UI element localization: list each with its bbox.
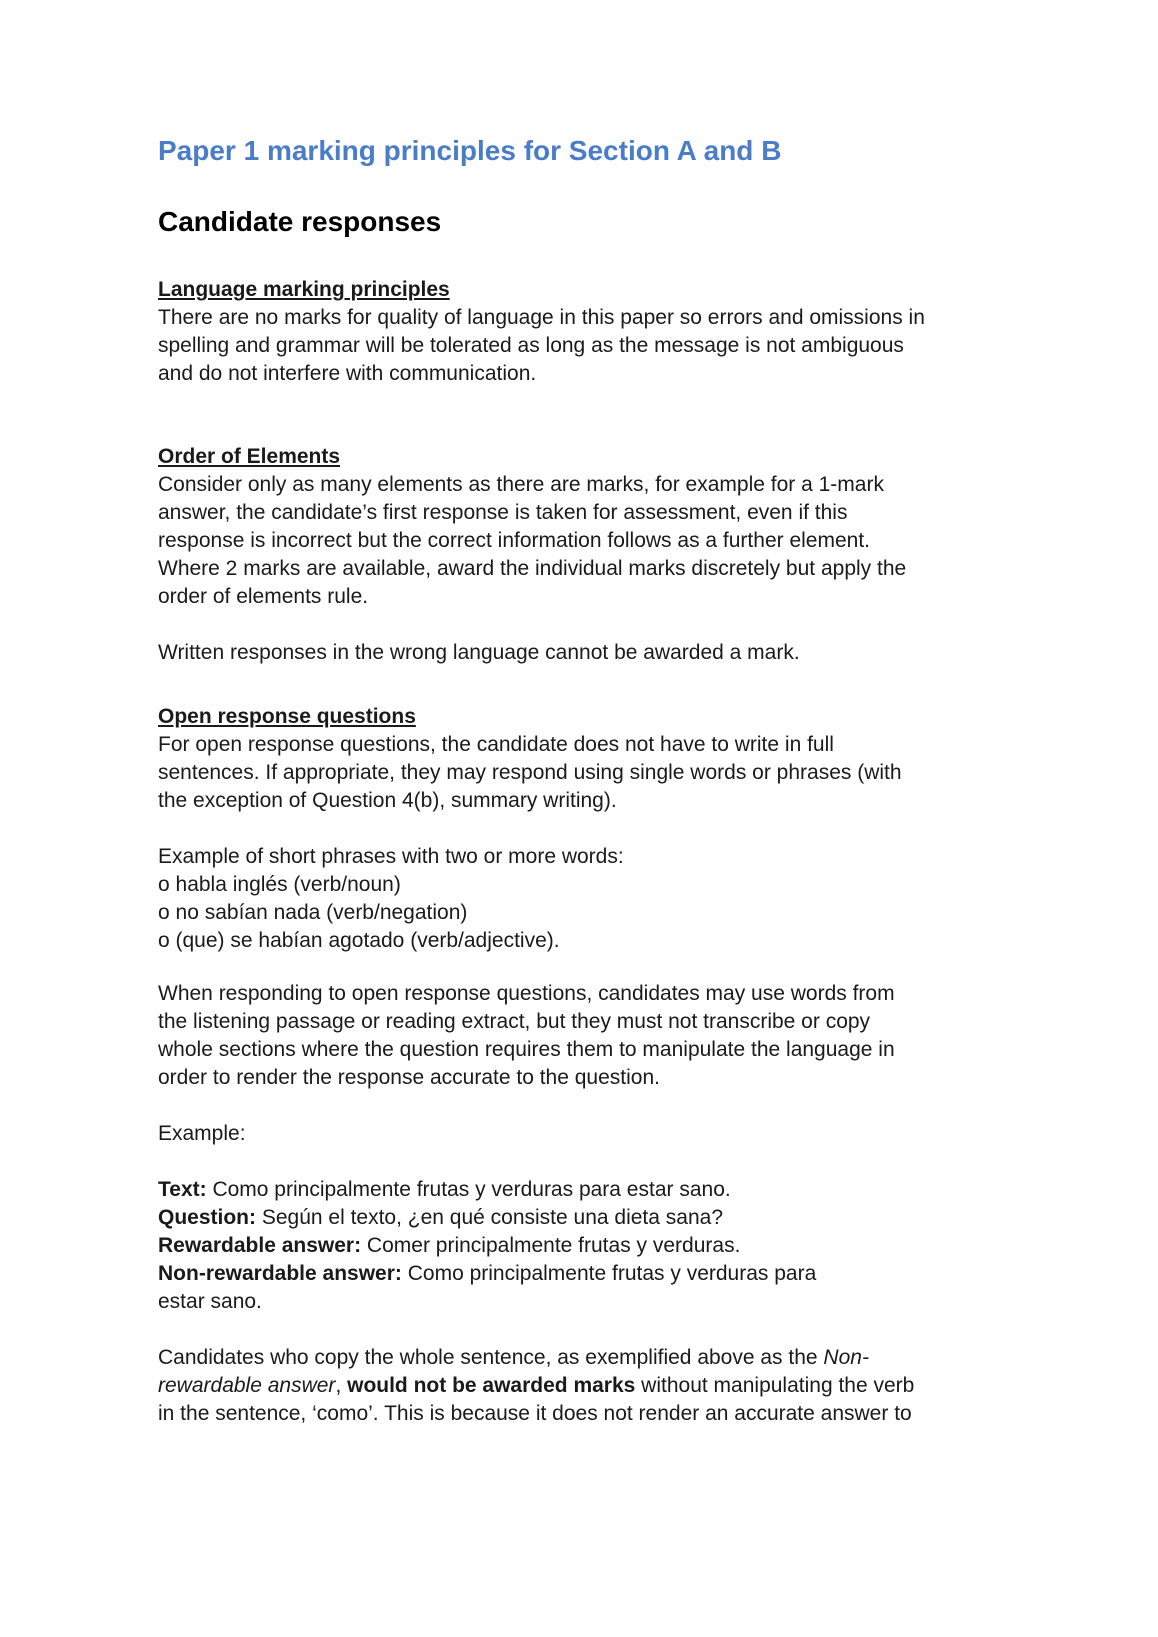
example-nonrewardable xyxy=(158,1260,925,1288)
label: Non-rewardable answer: xyxy=(158,1262,402,1285)
paragraph-line: and do not interfere with communication. xyxy=(158,362,537,385)
value: Como principalmente frutas y verduras para xyxy=(401,1262,817,1285)
example-item: o (que) se habían agotado (verb/adjective). xyxy=(158,929,560,952)
label: Rewardable answer: xyxy=(158,1234,362,1257)
paragraph-line: the listening passage or reading extract, but they must not transcribe or copy xyxy=(158,1010,871,1033)
paragraph-line: For open response questions, the candidate does not have to write in full xyxy=(158,733,834,756)
text: Candidates who copy the whole sentence, as exemplified above as the xyxy=(158,1346,824,1369)
example-question xyxy=(158,1204,925,1232)
paragraph-line: There are no marks for quality of language in this paper so errors and omissions in xyxy=(158,306,925,329)
label: Text: xyxy=(158,1178,207,1201)
paragraph-line xyxy=(158,1344,925,1372)
paragraph-line: response is incorrect but the correct information follows as a further element. xyxy=(158,529,870,552)
text: , xyxy=(335,1374,348,1397)
paragraph-line: Example of short phrases with two or more words: xyxy=(158,845,624,868)
value: Comer principalmente frutas y verduras. xyxy=(361,1234,741,1257)
text: without manipulating the verb xyxy=(635,1374,915,1397)
bold-text: would not be awarded marks xyxy=(347,1374,636,1397)
paragraph-line: the exception of Question 4(b), summary writing). xyxy=(158,789,617,812)
order-heading: Order of Elements xyxy=(158,445,341,468)
page-title: Paper 1 marking principles for Section A and B xyxy=(158,135,782,166)
italic-text: Non- xyxy=(823,1346,869,1369)
paragraph-line: spelling and grammar will be tolerated as long as the message is not ambiguous xyxy=(158,334,904,357)
paragraph-line: Where 2 marks are available, award the individual marks discretely but apply the xyxy=(158,557,907,580)
language-heading: Language marking principles xyxy=(158,278,450,301)
example-text xyxy=(158,1176,925,1204)
example-rewardable xyxy=(158,1232,925,1260)
paragraph-line: answer, the candidate’s first response is taken for assessment, even if this xyxy=(158,501,848,524)
section-heading: Candidate responses xyxy=(158,206,442,237)
paragraph-line xyxy=(158,1372,925,1400)
paragraph-line: When responding to open response questions, candidates may use words from xyxy=(158,982,895,1005)
paragraph-line: estar sano. xyxy=(158,1290,262,1313)
document-body xyxy=(158,276,925,1428)
value: Según el texto, ¿en qué consiste una dieta sana? xyxy=(256,1206,723,1229)
paragraph-line: Consider only as many elements as there are marks, for example for a 1-mark xyxy=(158,473,884,496)
example-item: o no sabían nada (verb/negation) xyxy=(158,901,468,924)
italic-text: rewardable answer xyxy=(158,1374,336,1397)
example-item: o habla inglés (verb/noun) xyxy=(158,873,401,896)
paragraph-line: Example: xyxy=(158,1122,246,1145)
paragraph-line: in the sentence, ‘como’. This is because it does not render an accurate answer to xyxy=(158,1402,912,1425)
paragraph-line: whole sections where the question requires them to manipulate the language in xyxy=(158,1038,895,1061)
label: Question: xyxy=(158,1206,256,1229)
paragraph-line: sentences. If appropriate, they may respond using single words or phrases (with xyxy=(158,761,902,784)
paragraph-line: Written responses in the wrong language cannot be awarded a mark. xyxy=(158,641,800,664)
value: Como principalmente frutas y verduras para estar sano. xyxy=(206,1178,731,1201)
paragraph-line: order of elements rule. xyxy=(158,585,369,608)
open-heading: Open response questions xyxy=(158,705,416,728)
paragraph-line: order to render the response accurate to the question. xyxy=(158,1066,660,1089)
